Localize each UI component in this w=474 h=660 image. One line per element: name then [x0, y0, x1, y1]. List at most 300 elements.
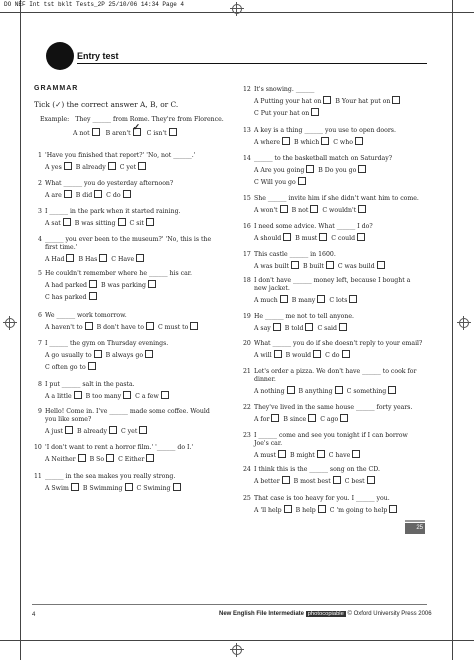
answer-checkbox[interactable] — [282, 476, 290, 484]
answer-option — [101, 280, 156, 290]
answer-option-label: B which — [294, 139, 320, 146]
answer-option-label: A Swim — [45, 485, 69, 492]
footer-book-title: New English File Intermediate — [219, 611, 305, 617]
answer-option — [318, 165, 366, 175]
checkbox-checked[interactable] — [132, 123, 141, 136]
answer-option — [295, 233, 327, 243]
answer-checkbox[interactable] — [342, 350, 350, 358]
answer-option-label: B must — [295, 235, 318, 242]
answer-checkbox[interactable] — [287, 386, 295, 394]
answer-option — [317, 323, 347, 333]
answer-option — [45, 483, 79, 493]
answer-checkbox[interactable] — [291, 261, 299, 269]
answer-option-label: A for — [254, 416, 270, 423]
question-18 — [243, 277, 424, 305]
answer-checkbox[interactable] — [146, 218, 154, 226]
answer-option — [135, 391, 169, 401]
answer-option-label: C sit — [129, 220, 144, 227]
answer-option — [290, 450, 325, 460]
question-stem: ______ to the basketball match on Saturday? — [254, 155, 393, 162]
answer-checkbox[interactable] — [88, 362, 96, 370]
example-option: A not — [73, 130, 90, 137]
question-number: 16 — [243, 223, 251, 230]
answer-checkbox[interactable] — [173, 483, 181, 491]
answer-option — [296, 505, 326, 515]
answer-option — [322, 205, 366, 215]
answer-checkbox[interactable] — [64, 162, 72, 170]
answer-option — [45, 162, 72, 172]
question-number: 24 — [243, 466, 251, 473]
answer-option-label: C said — [317, 325, 337, 332]
question-number: 20 — [243, 340, 251, 347]
question-stem: ______ in the sea makes you really strong. — [45, 473, 176, 480]
question-number: 5 — [38, 270, 42, 277]
answer-checkbox[interactable] — [89, 292, 97, 300]
answer-checkbox[interactable] — [136, 254, 144, 262]
answer-option-label: A sat — [45, 220, 61, 227]
answer-checkbox[interactable] — [333, 476, 341, 484]
answer-checkbox[interactable] — [146, 454, 154, 462]
answer-checkbox[interactable] — [148, 280, 156, 288]
answer-option-label: A nothing — [254, 388, 285, 395]
question-23 — [243, 432, 424, 460]
registration-mark-right — [457, 316, 471, 330]
question-17 — [243, 251, 424, 271]
question-24 — [243, 466, 424, 486]
checkbox[interactable] — [169, 128, 177, 136]
answer-option — [254, 205, 288, 215]
answer-option — [106, 350, 154, 360]
answer-option-label: A will — [254, 352, 272, 359]
answer-option-label: C has parked — [45, 294, 87, 301]
answer-checkbox[interactable] — [377, 261, 385, 269]
example-option: B aren't — [105, 130, 131, 137]
answer-option — [120, 162, 146, 172]
answer-checkbox[interactable] — [349, 295, 357, 303]
answer-checkbox[interactable] — [317, 450, 325, 458]
answer-option — [137, 483, 181, 493]
question-19 — [243, 313, 424, 333]
answer-checkbox[interactable] — [146, 322, 154, 330]
answer-checkbox[interactable] — [326, 261, 334, 269]
answer-option-label: A won't — [254, 207, 278, 214]
question-stem: 'I don't want to rent a horror film.' '______ do I.' — [45, 444, 194, 451]
question-4 — [38, 236, 215, 264]
answer-checkbox[interactable] — [66, 254, 74, 262]
answer-checkbox[interactable] — [313, 350, 321, 358]
answer-checkbox[interactable] — [64, 190, 72, 198]
answer-option-label: A was built — [254, 263, 289, 270]
question-stem: ______ you ever been to the museum?' 'No, this is the first time.' — [45, 236, 212, 251]
answer-option — [254, 233, 291, 243]
header-circle — [46, 42, 74, 70]
answer-checkbox[interactable] — [339, 323, 347, 331]
answer-option — [330, 505, 398, 515]
answer-checkbox[interactable] — [321, 137, 329, 145]
question-stem: They've lived in the same house ______ forty years. — [254, 404, 413, 411]
answer-checkbox[interactable] — [278, 450, 286, 458]
question-stem: This castle ______ in 1600. — [254, 251, 336, 258]
answer-option — [254, 350, 282, 360]
answer-checkbox[interactable] — [71, 483, 79, 491]
answer-checkbox[interactable] — [308, 414, 316, 422]
answer-option-label: A Putting your hat on — [254, 98, 322, 105]
answer-option-label: C lots — [329, 297, 348, 304]
answer-option — [130, 218, 154, 228]
answer-checkbox[interactable] — [78, 454, 86, 462]
answer-checkbox[interactable] — [139, 426, 147, 434]
answer-option — [76, 162, 116, 172]
answer-checkbox[interactable] — [89, 280, 97, 288]
answer-option — [254, 505, 292, 515]
answer-checkbox[interactable] — [310, 205, 318, 213]
question-number: 1 — [38, 152, 42, 159]
question-number: 8 — [38, 381, 42, 388]
answer-checkbox[interactable] — [85, 322, 93, 330]
answer-option-label: B always go — [105, 352, 144, 359]
answer-checkbox[interactable] — [190, 322, 198, 330]
question-stem: I ______ come and see you tonight if I can borrow Joe's car. — [254, 432, 408, 447]
answer-option — [45, 280, 97, 290]
answer-checkbox[interactable] — [389, 505, 397, 513]
question-stem: I ______ in the park when it started raining. — [45, 208, 181, 215]
question-number: 7 — [38, 340, 42, 347]
question-stem: I think this is the ______ song on the CD. — [254, 466, 380, 473]
answer-checkbox[interactable] — [145, 350, 153, 358]
answer-option-label: B told — [284, 325, 304, 332]
answer-option — [254, 108, 319, 118]
answer-option-label: A are — [45, 192, 62, 199]
answer-checkbox[interactable] — [108, 162, 116, 170]
answer-checkbox[interactable] — [367, 476, 375, 484]
answer-option — [333, 137, 363, 147]
answer-option — [329, 295, 357, 305]
answer-checkbox[interactable] — [358, 205, 366, 213]
answer-option — [45, 454, 86, 464]
answer-option-label: C Put your hat on — [254, 110, 310, 117]
answer-option-label: A go usually to — [45, 352, 92, 359]
answer-option — [294, 137, 329, 147]
question-number: 4 — [38, 236, 42, 243]
example-option: C isn't — [146, 130, 167, 137]
answer-option — [347, 386, 397, 396]
answer-option-label: C ago — [320, 416, 339, 423]
question-14 — [243, 155, 424, 187]
question-stem: I ______ the gym on Thursday evenings. — [45, 340, 169, 347]
question-3 — [38, 208, 215, 228]
example-options — [73, 123, 230, 138]
answer-option-label: C do — [106, 192, 121, 199]
example-label: Example: — [40, 116, 70, 123]
answer-checkbox[interactable] — [271, 414, 279, 422]
question-stem: He ______ me not to tell anyone. — [254, 313, 354, 320]
answer-option-label: A should — [254, 235, 282, 242]
answer-checkbox[interactable] — [355, 137, 363, 145]
answer-option-label: C 'm going to help — [329, 507, 388, 514]
example-text: They ______ from Rome. They're from Florence. — [75, 116, 224, 123]
answer-option-label: C was build — [337, 263, 375, 270]
answer-option-label: A Are you going — [254, 167, 305, 174]
question-1 — [38, 152, 215, 172]
answer-option-label: B anything — [298, 388, 333, 395]
question-22 — [243, 404, 424, 424]
question-number: 22 — [243, 404, 251, 411]
page-badge: 25 — [405, 523, 425, 534]
answer-checkbox[interactable] — [65, 426, 73, 434]
answer-option — [45, 426, 73, 436]
answer-option-label: B So — [89, 456, 105, 463]
answer-checkbox[interactable] — [317, 295, 325, 303]
registration-mark-left — [3, 316, 17, 330]
answer-option — [45, 322, 93, 332]
answer-option-label: C who — [333, 139, 353, 146]
question-number: 19 — [243, 313, 251, 320]
answer-option — [97, 322, 154, 332]
question-6 — [38, 312, 215, 332]
answer-checkbox[interactable] — [305, 323, 313, 331]
answer-option — [86, 391, 131, 401]
answer-option — [325, 350, 349, 360]
question-21 — [243, 368, 424, 396]
answer-checkbox[interactable] — [392, 96, 400, 104]
answer-checkbox[interactable] — [352, 450, 360, 458]
answer-option — [45, 254, 74, 264]
answer-checkbox[interactable] — [280, 295, 288, 303]
answer-option — [299, 386, 343, 396]
question-number: 18 — [243, 277, 251, 284]
check-mark-icon: ✓ — [132, 123, 141, 133]
answer-option — [254, 386, 295, 396]
question-stem: That case is too heavy for you. I ______ you. — [254, 495, 390, 502]
answer-checkbox[interactable] — [311, 108, 319, 116]
answer-checkbox[interactable] — [298, 177, 306, 185]
question-number: 13 — [243, 127, 251, 134]
answer-option-label: B many — [291, 297, 316, 304]
answer-option — [118, 454, 154, 464]
answer-option — [106, 190, 130, 200]
question-15 — [243, 195, 424, 215]
answer-checkbox[interactable] — [74, 391, 82, 399]
answer-option-label: A better — [254, 478, 280, 485]
answer-option-label: B was parking — [101, 282, 146, 289]
answer-option — [283, 414, 316, 424]
answer-option-label: C best — [344, 478, 365, 485]
answer-option-label: B might — [289, 452, 315, 459]
answer-option — [90, 454, 114, 464]
answer-option — [254, 476, 290, 486]
answer-option-label: B did — [75, 192, 93, 199]
footer-credit — [219, 611, 432, 617]
answer-checkbox[interactable] — [123, 391, 131, 399]
answer-option-label: B already — [75, 164, 106, 171]
answer-option — [77, 426, 117, 436]
answer-option-label: C often go to — [45, 364, 86, 371]
answer-checkbox[interactable] — [63, 218, 71, 226]
answer-checkbox[interactable] — [358, 165, 366, 173]
answer-checkbox[interactable] — [282, 137, 290, 145]
question-11 — [34, 473, 215, 493]
question-stem: We ______ work tomorrow. — [45, 312, 127, 319]
answer-checkbox[interactable] — [273, 323, 281, 331]
question-stem: Let's order a pizza. We don't have ______ to cook for dinner. — [254, 368, 417, 383]
question-number: 9 — [38, 408, 42, 415]
page-badge-bar — [405, 520, 425, 522]
answer-checkbox[interactable] — [161, 391, 169, 399]
answer-option-label: C do — [325, 352, 340, 359]
answer-checkbox[interactable] — [335, 386, 343, 394]
answer-checkbox[interactable] — [125, 483, 133, 491]
page-title: Entry test — [77, 51, 119, 61]
answer-option-label: C have — [328, 452, 351, 459]
question-stem: It's snowing. ______ — [254, 86, 315, 93]
answer-option — [331, 233, 365, 243]
answer-option — [45, 350, 102, 360]
crop-line-left — [20, 0, 21, 660]
answer-checkbox[interactable] — [94, 350, 102, 358]
instruction-text: Tick (✓) the correct answer A, B, or C. — [34, 100, 179, 109]
question-stem: She ______ invite him if she didn't want him to come. — [254, 195, 419, 202]
answer-option — [345, 476, 375, 486]
answer-checkbox[interactable] — [388, 386, 396, 394]
answer-option-label: B most best — [293, 478, 331, 485]
answer-checkbox[interactable] — [106, 454, 114, 462]
answer-option — [45, 362, 96, 372]
question-number: 17 — [243, 251, 251, 258]
question-stem: A key is a thing ______ you use to open doors. — [254, 127, 396, 134]
answer-option — [338, 261, 385, 271]
question-stem: Hello! Come in. I've ______ made some coffee. Would you like some? — [45, 408, 210, 423]
answer-option-label: B would — [285, 352, 312, 359]
question-number: 25 — [243, 495, 251, 502]
registration-mark-top — [230, 2, 244, 16]
question-number: 10 — [34, 444, 42, 451]
answer-option — [45, 391, 82, 401]
answer-checkbox[interactable] — [306, 165, 314, 173]
answer-option-label: C Will you go — [254, 179, 296, 186]
answer-checkbox[interactable] — [274, 350, 282, 358]
answer-option-label: A must — [254, 452, 276, 459]
answer-option-label: A had parked — [45, 282, 88, 289]
answer-option-label: B Swimming — [82, 485, 123, 492]
question-7 — [38, 340, 215, 372]
answer-checkbox[interactable] — [280, 205, 288, 213]
answer-option-label: C could — [331, 235, 356, 242]
answer-option — [286, 350, 321, 360]
answer-checkbox[interactable] — [318, 505, 326, 513]
answer-option — [320, 414, 348, 424]
answer-option — [121, 426, 147, 436]
answer-option-label: A yes — [45, 164, 62, 171]
answer-checkbox[interactable] — [109, 426, 117, 434]
answer-option — [292, 295, 326, 305]
footer-copyright: © Oxford University Press 2006 — [347, 611, 432, 617]
question-stem: I don't have ______ money left, because I bought a new jacket. — [254, 277, 411, 292]
answer-option — [254, 295, 288, 305]
question-stem: I put ______ salt in the pasta. — [45, 381, 135, 388]
checkbox[interactable] — [92, 128, 100, 136]
answer-option — [254, 414, 279, 424]
answer-option — [45, 218, 71, 228]
question-stem: 'Have you finished that report?' 'No, not ______.' — [45, 152, 196, 159]
answer-option — [335, 96, 400, 106]
answer-checkbox[interactable] — [123, 190, 131, 198]
photocopiable-badge: photocopiable — [307, 611, 344, 617]
answer-option-label: A Neither — [45, 456, 76, 463]
answer-checkbox[interactable] — [138, 162, 146, 170]
answer-option-label: C Either — [118, 456, 145, 463]
question-10 — [34, 444, 215, 464]
answer-checkbox[interactable] — [357, 233, 365, 241]
question-9 — [38, 408, 215, 436]
question-stem: What ______ you do if she doesn't reply to your email? — [254, 340, 423, 347]
answer-option-label: B Do you go — [318, 167, 357, 174]
answer-option — [292, 205, 319, 215]
answer-option-label: B don't have to — [96, 324, 144, 331]
question-number: 11 — [34, 473, 42, 480]
crop-line-bottom — [0, 640, 474, 641]
question-number: 15 — [243, 195, 251, 202]
answer-option — [329, 450, 361, 460]
answer-option-label: C Swiming — [136, 485, 171, 492]
question-number: 3 — [38, 208, 42, 215]
question-16 — [243, 223, 424, 243]
answer-option-label: A a little — [45, 393, 72, 400]
answer-option-label: C must to — [157, 324, 189, 331]
answer-option — [254, 177, 306, 187]
header-rule — [77, 63, 427, 64]
question-5 — [38, 270, 215, 302]
answer-option-label: B help — [295, 507, 316, 514]
answer-option-label: A haven't to — [45, 324, 83, 331]
answer-checkbox[interactable] — [99, 254, 107, 262]
answer-checkbox[interactable] — [94, 190, 102, 198]
answer-option-label: A where — [254, 139, 280, 146]
question-2 — [38, 180, 215, 200]
answer-option-label: A just — [45, 428, 64, 435]
question-8 — [38, 381, 215, 401]
crop-line-right — [452, 0, 453, 660]
answer-checkbox[interactable] — [323, 96, 331, 104]
answer-option — [294, 476, 341, 486]
answer-option — [254, 261, 299, 271]
answer-checkbox[interactable] — [118, 218, 126, 226]
answer-option-label: C yet — [119, 164, 137, 171]
answer-option — [111, 254, 144, 264]
example-block — [40, 116, 230, 138]
answer-option-label: C wouldn't — [322, 207, 357, 214]
answer-option-label: B Has — [78, 256, 98, 263]
question-stem: I need some advice. What ______ I do? — [254, 223, 373, 230]
answer-option — [254, 165, 314, 175]
answer-option-label: C yet — [120, 428, 138, 435]
answer-checkbox[interactable] — [283, 233, 291, 241]
answer-option — [303, 261, 334, 271]
answer-option-label: C Have — [111, 256, 135, 263]
answer-option-label: A say — [254, 325, 271, 332]
answer-checkbox[interactable] — [284, 505, 292, 513]
footer-page-number: 4 — [32, 612, 36, 618]
answer-option-label: B not — [291, 207, 309, 214]
answer-option — [83, 483, 133, 493]
question-20 — [243, 340, 424, 360]
registration-mark-bottom — [230, 643, 244, 657]
answer-checkbox[interactable] — [340, 414, 348, 422]
answer-option-label: C something — [346, 388, 387, 395]
question-number: 6 — [38, 312, 42, 319]
answer-checkbox[interactable] — [319, 233, 327, 241]
print-slug: DO NEF Int tst bklt Tests_2P 25/10/06 14:34 Page 4 — [4, 1, 185, 8]
answer-option — [254, 137, 290, 147]
